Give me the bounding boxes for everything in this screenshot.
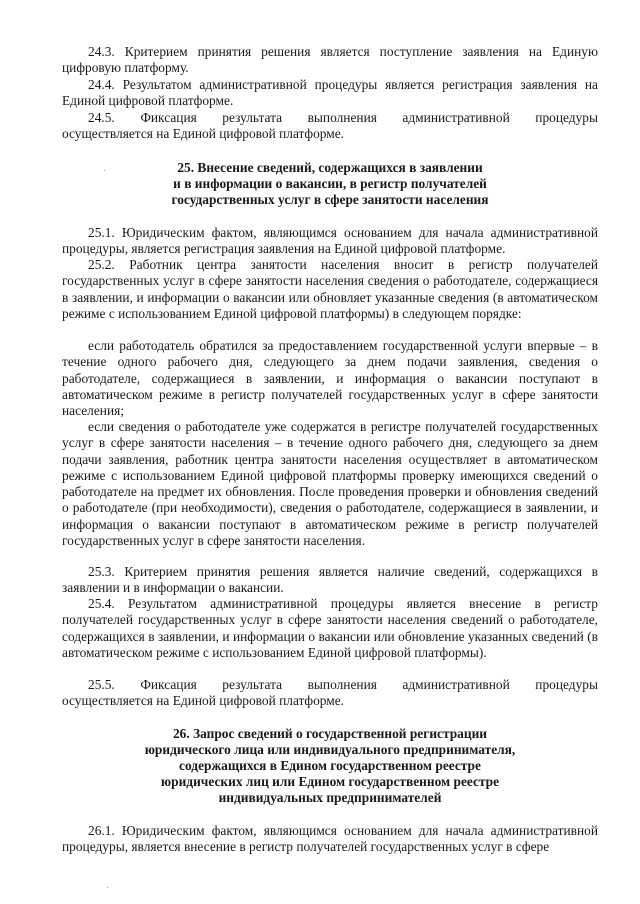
scan-speck: · [103, 166, 107, 177]
section-26-heading-line5: индивидуальных предпринимателей [218, 790, 442, 805]
paragraph-24-5-line2: осуществляется на Единой цифровой платформе. [62, 126, 345, 141]
paragraph-25-5-line2: осуществляется на Единой цифровой платформе. [62, 693, 345, 708]
section-25-heading-line1: 25. Внесение сведений, содержащихся в заявлении [177, 160, 483, 175]
paragraph-26-1: 26.1. Юридическим фактом, являющимся основанием для начала административной процедуры, является внесение в регистр получателей государственных услуг в сфере [62, 823, 598, 855]
paragraph-25-4: 25.4. Результатом административной процедуры является внесение в регистр получателей государственных услуг в сфере занятости населения сведений о работодателе, содержащихся в заявлении, и информации о вакансии или обновление указанных сведений (в автоматическом режиме с использованием Единой цифровой платформы). [62, 596, 598, 660]
section-25-heading-line3: государственных услуг в сфере занятости населения [171, 192, 489, 207]
section-25-heading-line2: и в информации о вакансии, в регистр получателей [173, 176, 487, 191]
section-26-heading-line3: содержащихся в Едином государственном реестре [179, 758, 481, 773]
section-26-heading-line2: юридического лица или индивидуального предпринимателя, [144, 742, 516, 757]
paragraph-25-2-existing: если сведения о работодателе уже содержатся в регистре получателей государственных услуг в сфере занятости населения – в течение одного рабочего дня, следующего за днем подачи заявления, работник центра занятости населения осуществляет в автоматическом режиме с использованием Единой цифровой платформы проверку имеющихся сведений о работодателе на предмет их обновления. После проведения проверки и обновления сведений о работодателе (при необходимости), сведения о работодателе, содержащиеся в заявлении, и информация о вакансии поступают в автоматическом режиме в регистр получателей государственных услуг в сфере занятости населения. [62, 419, 598, 549]
paragraph-25-2: 25.2. Работник центра занятости населения вносит в регистр получателей государственных услуг в сфере занятости населения сведения о работодателе, содержащиеся в заявлении, и информации о вакансии или обновляет указанные сведения (в автоматическом режиме с использованием Единой цифровой платформы) в следующем порядке: [62, 257, 598, 321]
paragraph-25-1: 25.1. Юридическим фактом, являющимся основанием для начала административной процедуры, является регистрация заявления на Единой цифровой платформе. [62, 225, 598, 257]
paragraph-24-4: 24.4. Результатом административной процедуры является регистрация заявления на Единой цифровой платформе. [62, 77, 598, 109]
paragraph-24-5-line1: 24.5. Фиксация результата выполнения административной процедуры [88, 110, 598, 125]
paragraph-25-3: 25.3. Критерием принятия решения является наличие сведений, содержащихся в заявлении и в информации о вакансии. [62, 564, 598, 596]
section-26-heading-line4: юридических лиц или Едином государственном реестре [160, 774, 500, 789]
paragraph-25-2-first-time: если работодатель обратился за предоставлением государственной услуги впервые – в течение одного рабочего дня, следующего за днем подачи заявления, сведения о работодателе, содержащиеся в заявлении, и информация о вакансии поступают в автоматическом режиме в регистр получателей государственных услуг в сфере занятости населения; [62, 338, 598, 419]
paragraph-25-5-line1: 25.5. Фиксация результата выполнения административной процедуры [88, 677, 598, 692]
paragraph-24-3: 24.3. Критерием принятия решения является поступление заявления на Единую цифровую платформу. [62, 44, 598, 76]
section-26-heading-line1: 26. Запрос сведений о государственной регистрации [172, 726, 488, 741]
scan-speck: · [106, 883, 110, 894]
